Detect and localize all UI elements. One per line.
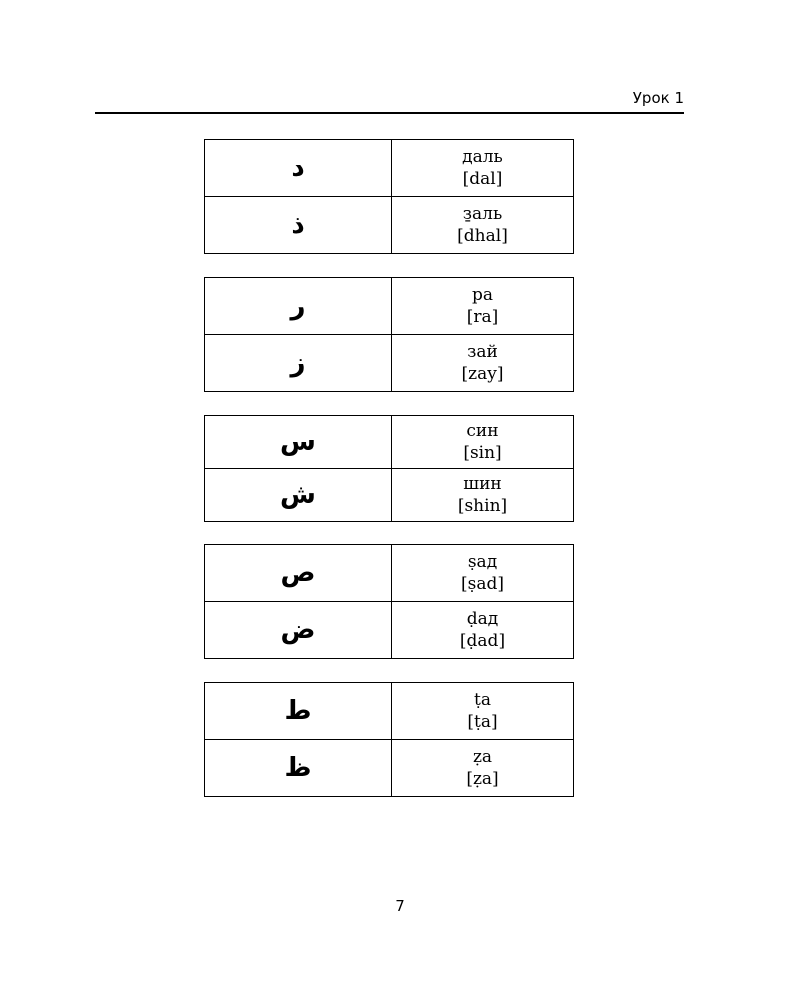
letter-name: ẓа <box>472 747 493 767</box>
letter-name-cell <box>392 740 574 797</box>
letter-name-cell <box>392 140 574 197</box>
letter-transliteration: [ẓa] <box>466 769 499 789</box>
letter-name-cell <box>392 545 574 602</box>
letter-name: ḍад <box>466 609 499 629</box>
letter-transliteration: [ḍad] <box>459 631 506 651</box>
letter-transliteration: [ṣad] <box>460 574 504 594</box>
arabic-letter: د <box>205 140 392 197</box>
letter-row <box>205 416 574 469</box>
arabic-letter: ط <box>205 683 392 740</box>
letter-row <box>205 335 574 392</box>
letter-row <box>205 469 574 522</box>
letter-name: даль <box>462 147 503 167</box>
letter-name-cell <box>392 416 574 469</box>
letter-name: син <box>466 421 499 441</box>
letter-name: ṭа <box>474 690 491 710</box>
letter-transliteration: [ṭa] <box>467 712 498 732</box>
letter-name: шин <box>463 474 502 494</box>
arabic-letter: ض <box>205 602 392 659</box>
letter-row <box>205 545 574 602</box>
letter-name-cell <box>392 278 574 335</box>
arabic-letter: س <box>205 416 392 469</box>
letter-table-3 <box>204 415 574 522</box>
letter-transliteration: [dhal] <box>457 226 508 246</box>
lesson-header: Урок 1 <box>632 89 684 107</box>
letter-table-5 <box>204 682 574 797</box>
arabic-letter: ذ <box>205 197 392 254</box>
letter-name: ṣад <box>467 552 498 572</box>
letter-name-cell <box>392 197 574 254</box>
letter-row <box>205 740 574 797</box>
letter-transliteration: [ra] <box>466 307 499 327</box>
letter-name: ра <box>471 285 494 305</box>
letter-row <box>205 197 574 254</box>
arabic-letter: ز <box>205 335 392 392</box>
arabic-letter: ص <box>205 545 392 602</box>
letter-transliteration: [zay] <box>461 364 504 384</box>
header-rule <box>95 112 684 114</box>
letter-row <box>205 140 574 197</box>
letter-name-cell <box>392 602 574 659</box>
letter-transliteration: [dal] <box>462 169 503 189</box>
letter-transliteration: [shin] <box>457 496 508 516</box>
arabic-letter: ظ <box>205 740 392 797</box>
letter-name-cell <box>392 683 574 740</box>
letter-row <box>205 683 574 740</box>
letter-table-2 <box>204 277 574 392</box>
letter-row <box>205 278 574 335</box>
letter-name-cell <box>392 469 574 522</box>
letter-name: зай <box>467 342 498 362</box>
letter-row <box>205 602 574 659</box>
arabic-letter: ش <box>205 469 392 522</box>
letter-name-cell <box>392 335 574 392</box>
letter-table-4 <box>204 544 574 659</box>
letter-table-1 <box>204 139 574 254</box>
letter-transliteration: [sin] <box>463 443 502 463</box>
letter-name: з̱аль <box>462 204 503 224</box>
arabic-letter: ر <box>205 278 392 335</box>
page-number: 7 <box>395 897 405 915</box>
